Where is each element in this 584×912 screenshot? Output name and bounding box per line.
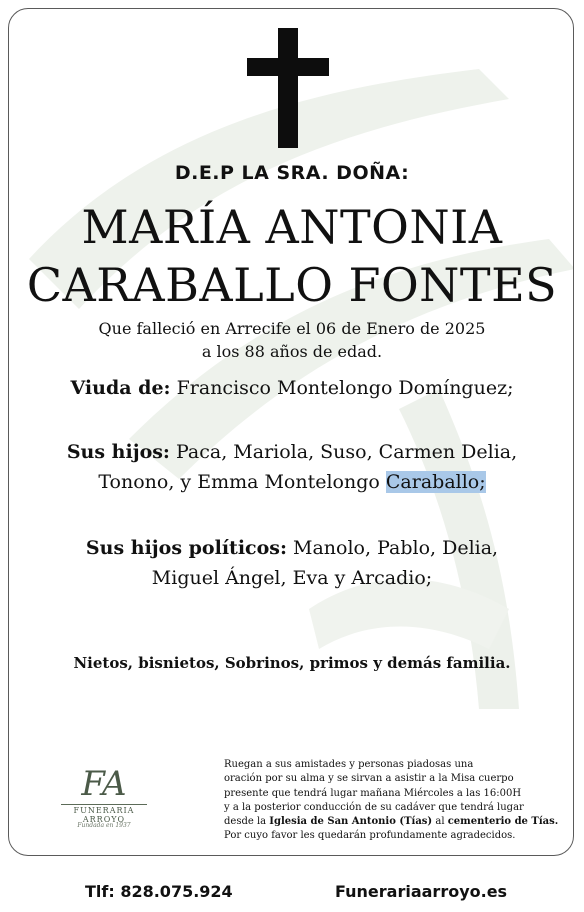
inlaws-block xyxy=(9,533,574,593)
logo-name: FUNERARIA ARROYO xyxy=(73,806,135,824)
notice-line: oración por su alma y se sirvan a asistir a la Misa cuerpo xyxy=(224,773,514,785)
logo-founded: Fundada en 1937 xyxy=(77,822,131,829)
selected-text[interactable]: Caraballo; xyxy=(385,471,486,493)
children-label: Sus hijos: xyxy=(66,441,170,463)
phone-number: Tlf: 828.075.924 xyxy=(85,882,233,901)
passing-line2: a los 88 años de edad. xyxy=(201,342,383,361)
cross-icon xyxy=(247,28,337,148)
logo-monogram: FA xyxy=(81,764,127,804)
widow-line xyxy=(9,373,574,403)
cemetery-name: cementerio de Tías. xyxy=(447,816,559,828)
children-block xyxy=(9,437,574,497)
children-value: Paca, Mariola, Suso, Carmen Delia, xyxy=(169,441,518,463)
logo-divider xyxy=(61,804,147,805)
notice-line: y a la posterior conducción de su cadáver que tendrá lugar xyxy=(224,801,524,813)
notice-line: Ruegan a sus amistades y personas piadosas una xyxy=(224,759,474,770)
inlaws-line2: Miguel Ángel, Eva y Arcadio; xyxy=(151,567,433,589)
widow-label: Viuda de: xyxy=(70,377,171,399)
church-name: Iglesia de San Antonio (Tías) xyxy=(269,816,433,828)
inlaws-label: Sus hijos políticos: xyxy=(85,537,287,559)
notice-line: Por cuyo favor les quedarán profundamente agradecidos. xyxy=(224,830,516,842)
passing-info xyxy=(9,317,574,363)
website-link[interactable]: Funerariaarroyo.es xyxy=(335,882,508,901)
passing-line1: Que falleció en Arrecife el 06 de Enero de 2025 xyxy=(98,319,486,338)
widow-value: Francisco Montelongo Domínguez; xyxy=(170,377,514,399)
family-line: Nietos, bisnietos, Sobrinos, primos y demás familia. xyxy=(73,654,511,672)
funeral-home-logo xyxy=(59,764,149,836)
notice-line: presente que tendrá lugar mañana Miércoles a las 16:00H xyxy=(224,787,522,799)
obituary-card xyxy=(8,8,574,856)
deceased-name-line2: CARABALLO FONTES xyxy=(26,258,558,312)
notice-line: desde la Iglesia de San Antonio (Tías) al cementerio de Tías. xyxy=(224,816,559,828)
heading: D.E.P LA SRA. DOÑA: xyxy=(174,162,410,184)
ceremony-notice xyxy=(224,758,574,844)
deceased-name-line1: MARÍA ANTONIA xyxy=(81,200,503,254)
inlaws-value: Manolo, Pablo, Delia, xyxy=(286,537,499,559)
children-line2: Tonono, y Emma Montelongo xyxy=(98,471,386,493)
